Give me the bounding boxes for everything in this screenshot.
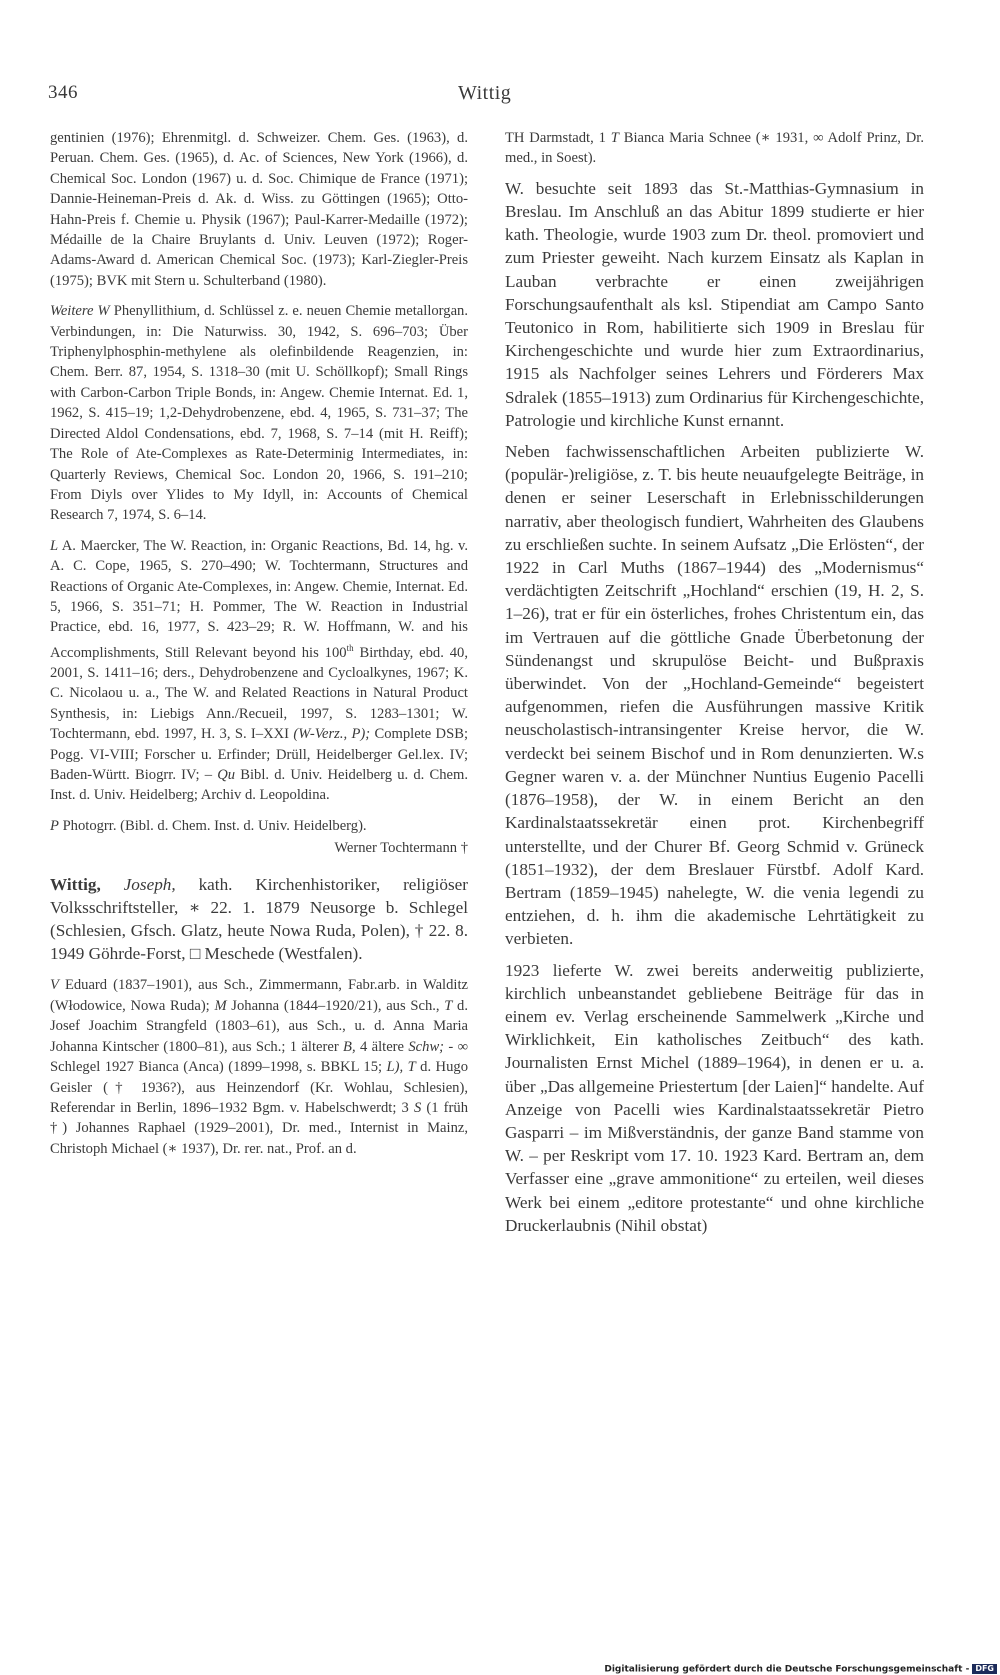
right-column — [505, 128, 924, 1237]
brother-label: B, — [343, 1038, 356, 1055]
portrait-text: Photogrr. (Bibl. d. Chem. Inst. d. Univ. Heidelberg). — [58, 817, 367, 834]
literature-text-2: Birthday, ebd. 40, 2001, S. 1411–16; ders., Dehydrobenzene and Cycloalkynes, 1967; K. C. Nicolaou u. a., The W. and Related Reactions in Natural Product Synthesis, in: Liebigs Ann./Recueil, 1997, S. 1283–1301; W. Tochtermann, ebd. 1997, H. 3, S. I–XXI — [50, 644, 468, 743]
lit-ref-label: L), — [386, 1059, 404, 1076]
continuation-text-1: TH Darmstadt, 1 — [505, 130, 611, 146]
family-text-8: (1 früh †) Johannes Raphael (1929–2001), Dr. med., Internist in Mainz, Christoph Michael (∗ 1937), Dr. rer. nat., Prof. an d. — [50, 1099, 468, 1157]
father-label: V — [50, 977, 59, 994]
entry-heading-paragraph — [50, 873, 468, 966]
family-text-5: - ∞ Schlegel 1927 Bianca (Anca) (1899–1998, s. BBKL 15; — [50, 1038, 469, 1076]
author-signature: Werner Tochtermann † — [334, 840, 468, 857]
works-paragraph — [50, 301, 468, 525]
literature-label: L — [50, 537, 59, 554]
entry-text: kath. Kirchenhistoriker, religiöser Volksschriftsteller, ∗ 22. 1. 1879 Neusorge b. Schlegel (Schlesien, Gfsch. Glatz, heute Nowa Ruda, Polen), † 22. 8. 1949 Göhrde-Forst, □ Meschede (Westfalen). — [50, 874, 468, 964]
family-text-4: 4 ältere — [355, 1038, 409, 1055]
daughter-label-2: T — [407, 1059, 416, 1076]
entry-name: Wittig, — [50, 874, 101, 894]
family-text-3: d. Josef Joachim Strangfeld (1803–61), aus Sch., u. d. Anna Maria Johanna Kintscher (1800–81), aus Sch.; 1 älterer — [50, 997, 468, 1055]
dfg-logo: DFG — [972, 1664, 997, 1674]
awards-text: gentinien (1976); Ehrenmitgl. d. Schweizer. Chem. Ges. (1963), d. Peruan. Chem. Ges. (1965), d. Ac. of Sciences, New York (1966), d. Chemical Soc. London (1967) u. d. Soc. Chimique de France (1971); Dannie-Heineman-Preis d. Ak. d. Wiss. zu Göttingen (1965); Otto-Hahn-Preis f. Chemie u. Physik (1967); Paul-Karrer-Medaille (1972); Médaille de la Chaire Bruylants d. Univ. Leuven (1972); Roger-Adams-Award d. American Chemical Soc. (1973); Karl-Ziegler-Preis (1975); BVK mit Stern u. Schulterband (1980). — [50, 130, 468, 289]
digitization-footer — [604, 1664, 997, 1675]
daughter-label: T — [444, 997, 453, 1014]
continuation-daughter-label: T — [610, 130, 619, 146]
biography-paragraph-3: 1923 lieferte W. zwei bereits anderweitig publizierte, kirchlich unbeanstandet gebliebene Beiträge für das in einem ev. Verlag erscheinende Sammelwerk „Kirche und Wirklichkeit, Ein katholisches Zeitbuch“ des kath. Journalisten Ernst Michel (1889–1964), in denen er u. a. über „Das allgemeine Priestertum [der Laien]“ handelte. Auf Anzeige von Pacelli wies Kardinalstaatssekretär Pietro Gasparri – im Mißverständnis, der ganze Band stamme von W. – per Reskript vom 17. 10. 1923 Kard. Bertram an, dem Verfasser eine „grave ammonitione“ zu erteilen, weil dieses Werk bei einem „editore protestante“ und ohne kirchliche Druckerlaubnis (Nihil obstat) — [505, 960, 924, 1235]
works-label: Weitere W — [50, 303, 110, 320]
family-text-2: Johanna (1844–1920/21), aus Sch., — [226, 997, 445, 1014]
running-head: Wittig — [458, 82, 512, 104]
left-column — [50, 128, 468, 1159]
entry-given-name: Joseph, — [100, 874, 176, 894]
literature-paragraph — [50, 536, 468, 806]
awards-paragraph — [50, 128, 468, 291]
literature-text-3: Complete DSB; Pogg. VI-VIII; Forscher u. Erfinder; Drüll, Heidelberger Gel.lex. IV; Baden-Württ. Biogrr. IV; – — [50, 726, 468, 784]
page-number: 346 — [48, 82, 78, 103]
literature-superscript: th — [346, 642, 354, 653]
portrait-label: P — [50, 817, 59, 834]
footer-text: Digitalisierung gefördert durch die Deutsche Forschungsgemeinschaft - — [604, 1664, 970, 1675]
continuation-text-2: Bianca Maria Schnee (∗ 1931, ∞ Adolf Prinz, Dr. med., in Soest). — [505, 130, 924, 167]
family-paragraph — [50, 975, 468, 1159]
portrait-paragraph — [50, 816, 468, 836]
biography-paragraph-1: W. besuchte seit 1893 das St.-Matthias-Gymnasium in Breslau. Im Anschluß an das Abitur 1899 studierte er hier kath. Theologie, wurde 1903 zum Dr. theol. promoviert und zum Priester geweiht. Nach kurzem Einsatz als Kaplan in Lauban verbrachte er einen zweijährigen Forschungsaufenthalt als ksl. Stipendiat am Campo Santo Teutonico in Rom, habilitierte sich 1909 in Breslau für Kirchengeschichte und wurde hier zum Extraordinarius, 1915 als Nachfolger seines Lehrers und Förderers Max Sdralek (1855–1913) zum Ordinarius für Kirchengeschichte, Patrologie und kirchliche Kunst ernannt. — [505, 178, 924, 430]
family-text-1: Eduard (1837–1901), aus Sch., Zimmermann, Fabr.arb. in Walditz (Włodowice, Nowa Ruda); — [50, 977, 468, 1014]
sisters-label: Schw; — [408, 1038, 445, 1055]
works-text: Phenyllithium, d. Schlüssel z. e. neuen Chemie metallorgan. Verbindungen, in: Die Naturwiss. 30, 1942, S. 696–703; Über Triphenylphosphin-methylene als olefinbildende Reagenzien, in: Chem. Berr. 87, 1954, S. 1318–30 (mit U. Schöllkopf); Small Rings with Carbon-Carbon Triple Bonds, in: Angew. Chemie Internat. Ed. 1, 1962, S. 415–19; 1,2-Dehydrobenzene, ebd. 4, 1965, S. 731–37; The Directed Aldol Condensations, ebd. 7, 1968, S. 7–14 (mit H. Reiff); The Role of Ate-Complexes as Rate-Determinig Intermediates, in: Quarterly Reviews, Chemical Soc. London 20, 1966, S. 191–210; From Diyls over Ylides to My Idyll, in: Accounts of Chemical Research 7, 1974, S. 6–14. — [50, 303, 468, 524]
literature-italic: (W-Verz., P); — [293, 726, 371, 743]
sons-label: S — [413, 1099, 422, 1116]
literature-text-1: A. Maercker, The W. Reaction, in: Organic Reactions, Bd. 14, hg. v. A. C. Cope, 1965, S. 270–490; W. Tochtermann, Structures and Reactions of Organic Ate-Complexes, in: Angew. Chemie, Internat. Ed. 5, 1966, S. 351–71; H. Pommer, The W. Reaction in Industrial Practice, ebd. 16, 1977, S. 423–29; R. W. Hoffmann, W. and his Accomplishments, Still Relevant beyond his 100 — [50, 537, 468, 661]
family-continuation — [505, 128, 924, 169]
family-text-7: d. Hugo Geisler († 1936?), aus Heinzendorf (Kr. Wohlau, Schlesien), Referendar in Berlin, 1896–1932 Bgm. v. Habelschwerdt; 3 — [50, 1059, 468, 1116]
mother-label: M — [214, 997, 227, 1014]
page-header — [48, 82, 918, 106]
biography-paragraph-2: Neben fachwissenschaftlichen Arbeiten publizierte W. (populär-)religiöse, z. T. bis heute neuaufgelegte Beiträge, in denen er seiner Leserschaft in Erlebnisschilderungen narrativ, aber theologisch fundiert, Wahrheiten des Glaubens zu erschließen suchte. In seinem Aufsatz „Die Erlösten“, der 1922 in Carl Muths (1867–1944) des „Modernismus“ verdächtigten Zeitschrift „Hochland“ erschien (19, H. 2, S. 1–26), trat er für ein österliches, frohes Christentum ein, das im Vertrauen auf die göttliche Gnade Überbetonung der Sündenangst und skrupulöse Beicht- und Bußpraxis überwindet. Von der „Hochland-Gemeinde“ begeistert aufgenommen, riefen die Ausführungen massive Kritik neuscholastisch-intransingenter Kreise hervor, die W. verdeckt bei seinem Bischof und in Rom denunzierten. W.s Gegner waren v. a. der Münchner Nuntius Eugenio Pacelli (1876–1958), der W. in einem Bericht an den Kardinalstaatssekretär einen prot. Kirchenbegriff unterstellte, und der Churer Bf. Georg Schmid v. Grüneck (1851–1932), der dem Breslauer Fürstbf. Adolf Kard. Bertram (1859–1945) nahelegte, W. die venia legendi zu entziehen, d. h. ihm die akademische Lehrtätigkeit zu verbieten. — [505, 442, 924, 949]
sources-label: Qu — [217, 767, 236, 784]
literature-text-4: Bibl. d. Univ. Heidelberg u. d. Chem. Inst. d. Univ. Heidelberg; Archiv d. Leopoldina. — [50, 767, 468, 804]
